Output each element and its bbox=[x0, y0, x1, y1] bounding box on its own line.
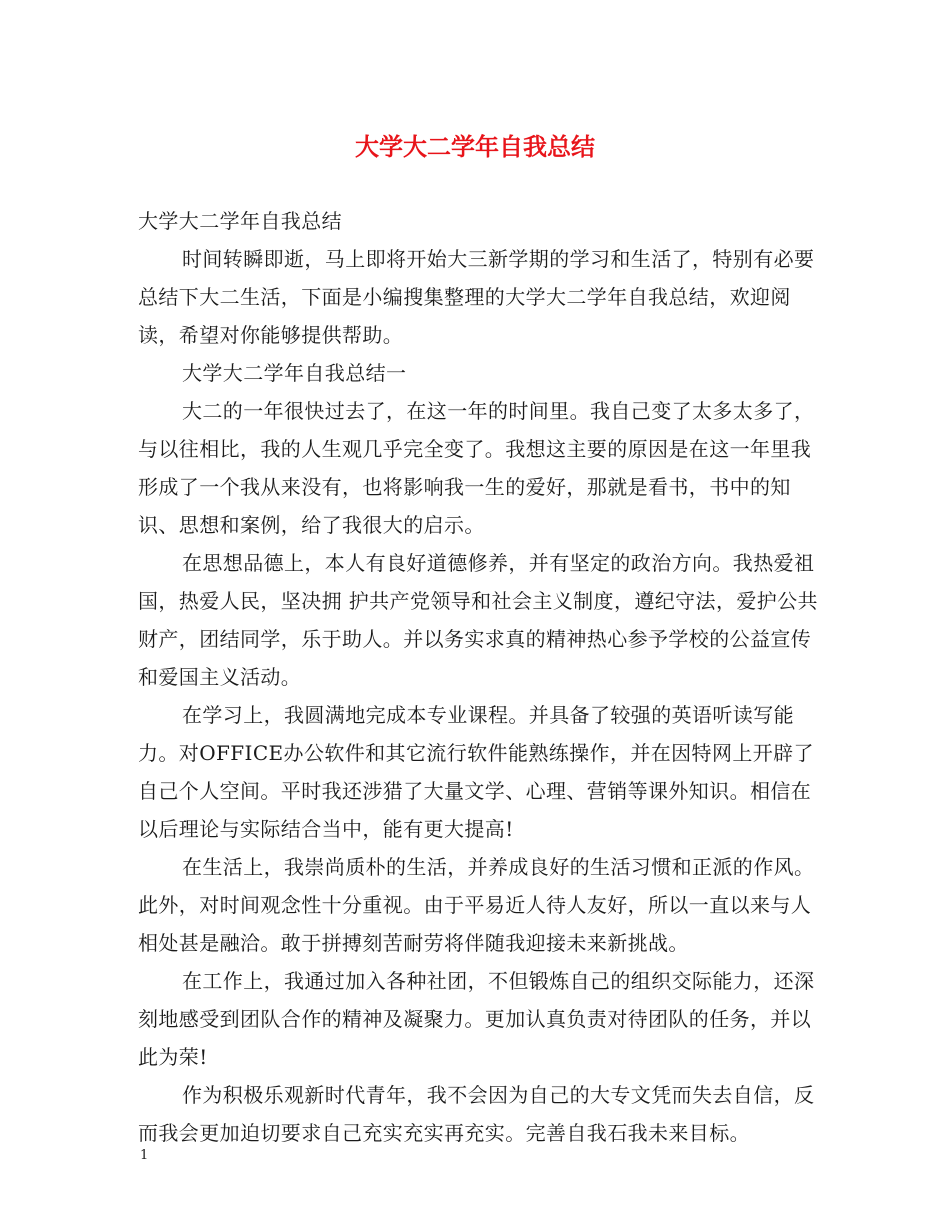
paragraph-life: 在生活上，我崇尚质朴的生活，并养成良好的生活习惯和正派的作风。此外，对时间观念性十分重视。由于平易近人待人友好，所以一直以来与人相处甚是融洽。敢于拼搏刻苦耐劳将伴随我迎接未来新挑战。 bbox=[138, 855, 815, 955]
paragraph-intro: 时间转瞬即逝，马上即将开始大三新学期的学习和生活了，特别有必要总结下大二生活，下面是小编搜集整理的大学大二学年自我总结，欢迎阅读，希望对你能够提供帮助。 bbox=[138, 247, 815, 347]
paragraph-work: 在工作上，我通过加入各种社团，不但锻炼自己的组织交际能力，还深刻地感受到团队合作的精神及凝聚力。更加认真负责对待团队的任务，并以此为荣! bbox=[138, 969, 815, 1069]
paragraph-ideology: 在思想品德上，本人有良好道德修养，并有坚定的政治方向。我热爱祖国，热爱人民，坚决拥 护共产党领导和社会主义制度，遵纪守法，爱护公共财产，团结同学，乐于助人。并以务实求真的精神热心参予学校的公益宣传和爱国主义活动。 bbox=[138, 551, 818, 689]
paragraph-overview: 大二的一年很快过去了，在这一年的时间里。我自己变了太多太多了，与以往相比，我的人生观几乎完全变了。我想这主要的原因是在这一年里我形成了一个我从来没有，也将影响我一生的爱好，那就是看书，书中的知识、思想和案例，给了我很大的启示。 bbox=[138, 399, 815, 537]
paragraph-study: 在学习上，我圆满地完成本专业课程。并具备了较强的英语听读写能力。对OFFICE办公软件和其它流行软件能熟练操作，并在因特网上开辟了自己个人空间。平时我还涉猎了大量文学、心理、营销等课外知识。相信在以后理论与实际结合当中，能有更大提高! bbox=[138, 703, 814, 841]
document-title: 大学大二学年自我总结 bbox=[355, 133, 595, 161]
paragraph-subtitle: 大学大二学年自我总结 bbox=[138, 209, 342, 233]
paragraph-conclusion: 作为积极乐观新时代青年，我不会因为自己的大专文凭而失去自信，反而我会更加迫切要求自己充实充实再充实。完善自我石我未来目标。 bbox=[138, 1083, 815, 1145]
paragraph-section-heading: 大学大二学年自我总结一 bbox=[182, 361, 407, 385]
document-body bbox=[138, 202, 818, 1152]
page-number: 1 bbox=[140, 1148, 149, 1163]
